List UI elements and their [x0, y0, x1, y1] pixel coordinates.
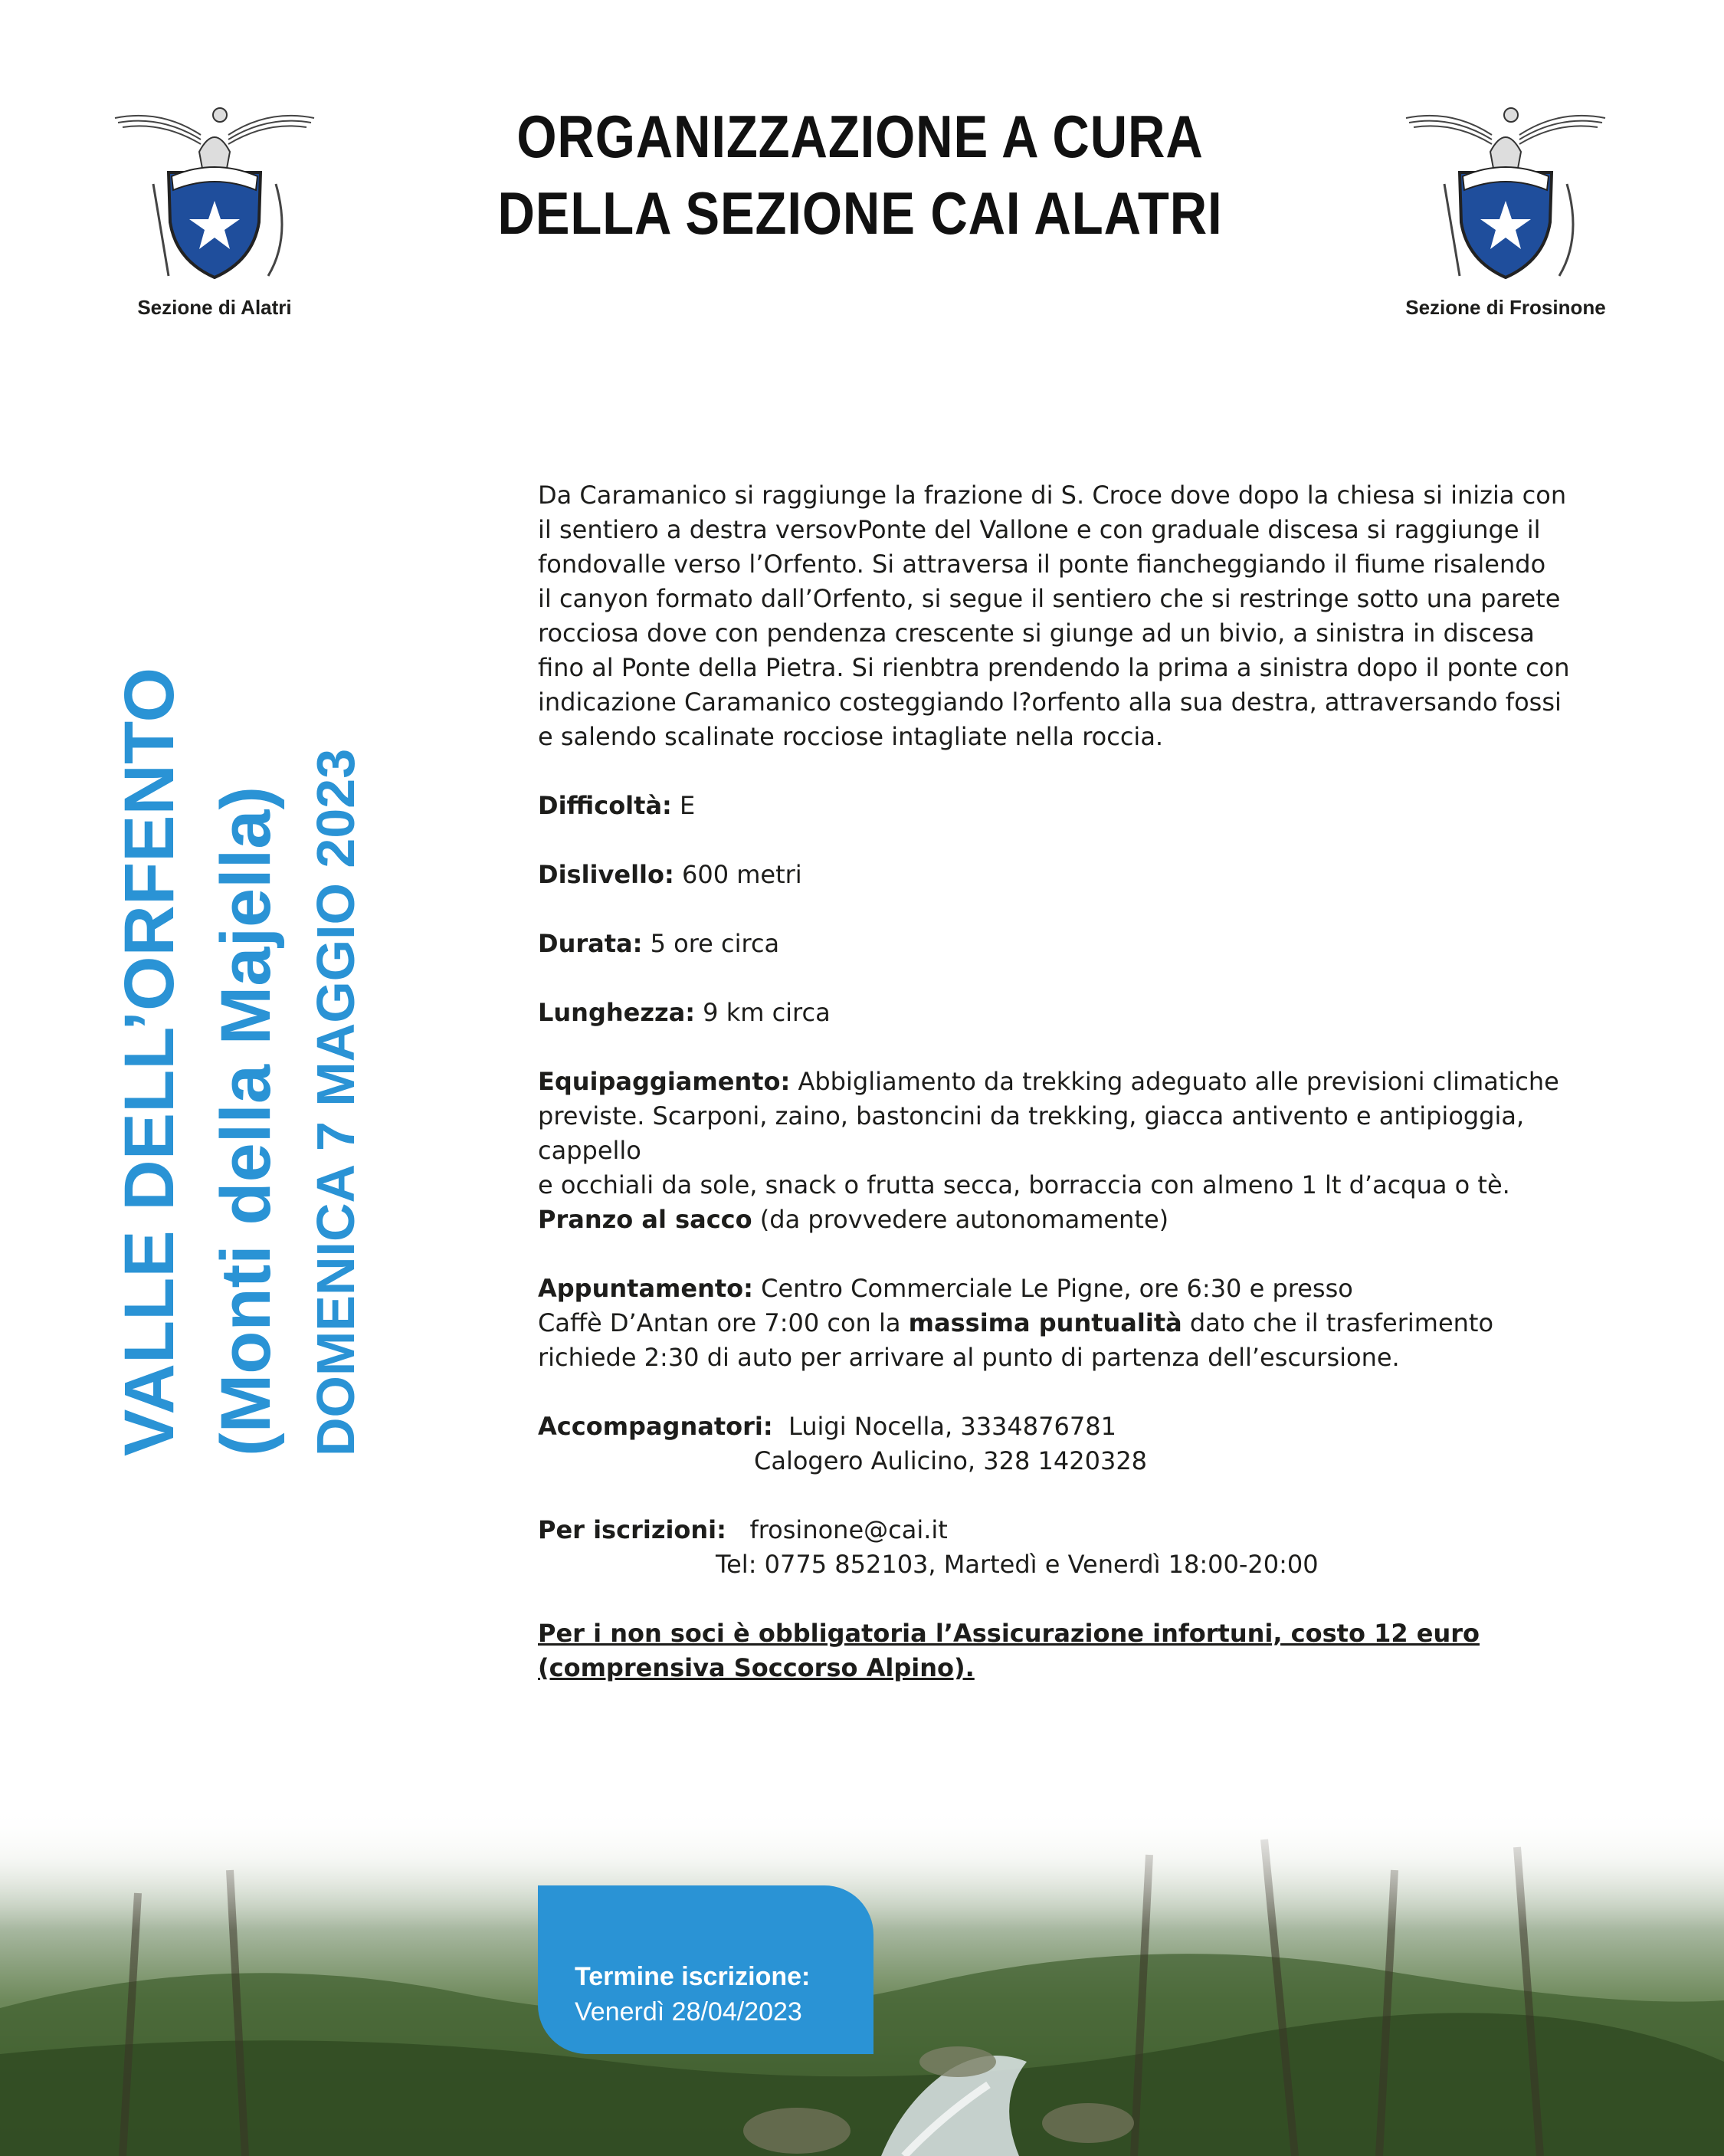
description-line: indicazione Caramanico costeggiando l?orfento alla sua destra, attraversando fossi [538, 687, 1562, 717]
elevation-label: Dislivello: [538, 860, 674, 889]
duration-value: 5 ore circa [650, 929, 780, 958]
logo-cai-frosinone [1391, 100, 1621, 320]
meeting-line: Centro Commerciale Le Pigne, ore 6:30 e presso [761, 1274, 1353, 1303]
lunch-value: (da provvedere autonomamente) [759, 1205, 1169, 1234]
difficulty-value: E [680, 791, 696, 820]
meeting-line: dato che il trasferimento [1189, 1308, 1494, 1337]
page-title-line2: DELLA SEZIONE CAI ALATRI [497, 179, 1223, 247]
description-line: e salendo scalinate rocciose intagliate nella roccia. [538, 722, 1164, 751]
cai-emblem-icon [1398, 100, 1613, 284]
guide-contact: Luigi Nocella, 3334876781 [788, 1412, 1116, 1441]
logo-caption-alatri: Sezione di Alatri [137, 296, 292, 319]
length-value: 9 km circa [703, 998, 831, 1027]
insurance-line: Per i non soci è obbligatoria l’Assicurazione infortuni, costo 12 euro [538, 1619, 1480, 1648]
difficulty-row [538, 789, 1626, 823]
insurance-notice [538, 1616, 1626, 1685]
event-area: (Monti della Majella) [207, 786, 285, 1456]
description-line: fondovalle verso l’Orfento. Si attraversa il ponte fiancheggiando il fiume risalendo [538, 550, 1546, 579]
deadline-date: Venerdì 28/04/2023 [575, 1997, 802, 2026]
event-side-title [101, 667, 374, 1456]
insurance-line: (comprensiva Soccorso Alpino). [538, 1653, 975, 1682]
length-row [538, 996, 1626, 1030]
meeting-emphasis: massima puntualità [908, 1308, 1182, 1337]
meeting-block [538, 1272, 1626, 1375]
equipment-line: Abbigliamento da trekking adeguato alle previsioni climatiche [798, 1067, 1559, 1096]
event-details [538, 478, 1626, 1685]
equipment-line: previste. Scarponi, zaino, bastoncini da trekking, giacca antivento e antipioggia, cappello [538, 1101, 1525, 1165]
page-title [490, 98, 1231, 251]
guides-label: Accompagnatori: [538, 1412, 773, 1441]
meeting-label: Appuntamento: [538, 1274, 753, 1303]
cai-emblem-icon [107, 100, 322, 284]
description-line: fino al Ponte della Pietra. Si rienbtra prendendo la prima a sinistra dopo il ponte con [538, 653, 1570, 682]
description-line: Da Caramanico si raggiunge la frazione di S. Croce dove dopo la chiesa si inizia con [538, 481, 1567, 510]
elevation-row [538, 858, 1626, 892]
equipment-line: e occhiali da sole, snack o frutta secca, borraccia con almeno 1 lt d’acqua o tè. [538, 1170, 1510, 1199]
registration-block [538, 1513, 1626, 1582]
lunch-label: Pranzo al sacco [538, 1205, 752, 1234]
page-title-line1: ORGANIZZAZIONE A CURA [516, 103, 1204, 170]
logo-caption-frosinone: Sezione di Frosinone [1405, 296, 1606, 319]
meeting-line: richiede 2:30 di auto per arrivare al punto di partenza dell’escursione. [538, 1343, 1400, 1372]
event-date: DOMENICA 7 MAGGIO 2023 [306, 748, 365, 1456]
guide-contact: Calogero Aulicino, 328 1420328 [754, 1446, 1148, 1475]
meeting-line: Caffè D’Antan ore 7:00 con la [538, 1308, 901, 1337]
route-description [538, 478, 1626, 754]
logo-cai-alatri [100, 100, 329, 320]
registration-deadline-badge [538, 1885, 873, 2054]
event-name: VALLE DELL’ORFENTO [110, 667, 188, 1456]
guides-block [538, 1409, 1626, 1478]
deadline-label: Termine iscrizione: [575, 1962, 811, 1991]
description-line: rocciosa dove con pendenza crescente si giunge ad un bivio, a sinistra in discesa [538, 619, 1535, 648]
difficulty-label: Difficoltà: [538, 791, 672, 820]
equipment-block [538, 1065, 1626, 1237]
elevation-value: 600 metri [681, 860, 802, 889]
description-line: il sentiero a destra versovPonte del Vallone e con graduale discesa si raggiunge il [538, 515, 1541, 544]
length-label: Lunghezza: [538, 998, 695, 1027]
registration-email-link[interactable]: frosinone@cai.it [749, 1515, 948, 1544]
equipment-label: Equipaggiamento: [538, 1067, 791, 1096]
duration-label: Durata: [538, 929, 643, 958]
registration-phone: Tel: 0775 852103, Martedì e Venerdì 18:00-20:00 [716, 1550, 1319, 1579]
description-line: il canyon formato dall’Orfento, si segue il sentiero che si restringe sotto una parete [538, 584, 1561, 613]
duration-row [538, 927, 1626, 961]
registration-label: Per iscrizioni: [538, 1515, 726, 1544]
